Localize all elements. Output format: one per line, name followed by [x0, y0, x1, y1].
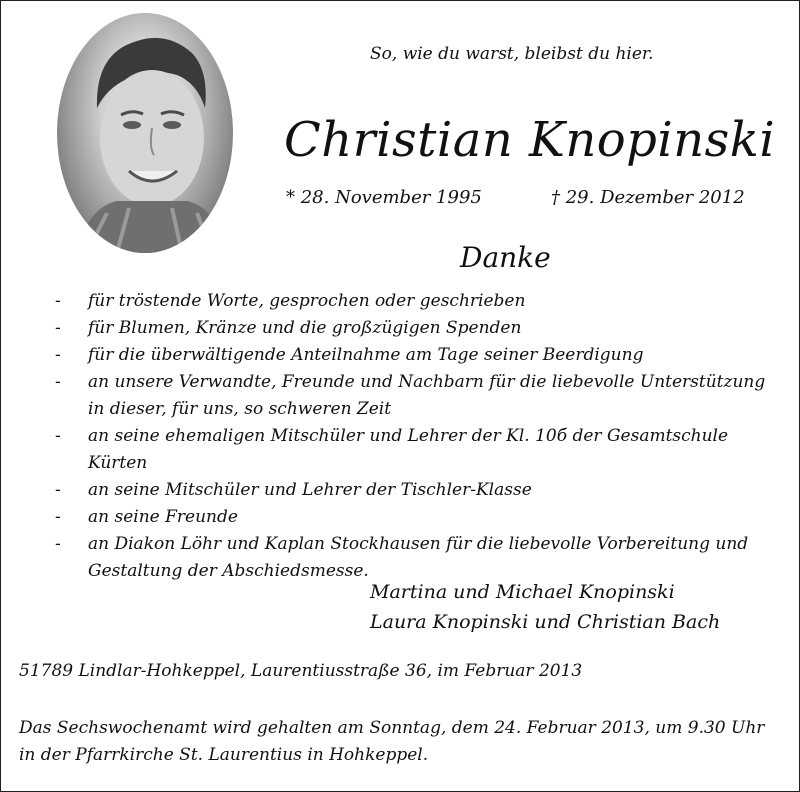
thanks-item-text: an seine Mitschüler und Lehrer der Tischler-Klasse	[88, 480, 532, 500]
thanks-item	[50, 477, 770, 504]
thanks-item	[50, 288, 770, 315]
thanks-item-text: für Blumen, Kränze und die großzügigen Spenden	[88, 318, 522, 338]
thanks-item	[50, 315, 770, 342]
service-notice: Das Sechswochenamt wird gehalten am Sonntag, dem 24. Februar 2013, um 9.30 Uhr in der Pfarrkirche St. Laurentius in Hohkeppel.	[19, 718, 765, 765]
thanks-item-text: für die überwältigende Anteilnahme am Tage seiner Beerdigung	[88, 345, 644, 365]
bullet-dash: -	[55, 534, 61, 554]
bullet-dash: -	[55, 480, 61, 500]
portrait-photo	[57, 13, 233, 253]
bullet-dash: -	[55, 372, 61, 392]
thanks-item	[50, 342, 770, 369]
thanks-item-text: an seine ehemaligen Mitschüler und Lehrer der Kl. 10б der Gesamtschule Kürten	[88, 426, 729, 473]
thanks-item	[50, 369, 770, 423]
thanks-item-text: an Diakon Löhr und Kaplan Stockhausen für die liebevolle Vorbereitung und Gestaltung der Abschiedsmesse.	[88, 534, 749, 581]
signer-line: Martina und Michael Knopinski	[370, 581, 675, 603]
address-line: 51789 Lindlar-Hohkeppel, Laurentiusstraße 36, im Februar 2013	[19, 661, 583, 681]
bullet-dash: -	[55, 426, 61, 446]
deceased-name: Christian Knopinski	[284, 112, 776, 168]
thanks-heading: Danke	[460, 241, 551, 274]
birth-date: * 28. November 1995	[286, 187, 482, 208]
bullet-dash: -	[55, 291, 61, 311]
thanks-item-text: für tröstende Worte, gesprochen oder geschrieben	[88, 291, 526, 311]
bullet-dash: -	[55, 345, 61, 365]
motto: So, wie du warst, bleibst du hier.	[370, 44, 654, 64]
portrait-illustration	[57, 13, 233, 253]
signer-line: Laura Knopinski und Christian Bach	[370, 611, 721, 633]
thanks-item	[50, 504, 770, 531]
bullet-dash: -	[55, 318, 61, 338]
death-date: † 29. Dezember 2012	[551, 187, 745, 208]
thanks-list	[50, 288, 770, 585]
thanks-item-text: an unsere Verwandte, Freunde und Nachbarn für die liebevolle Unterstützung in dieser, für uns, so schweren Zeit	[88, 372, 766, 419]
signers	[370, 577, 720, 637]
bullet-dash: -	[55, 507, 61, 527]
thanks-item-text: an seine Freunde	[88, 507, 238, 527]
thanks-item	[50, 423, 770, 477]
